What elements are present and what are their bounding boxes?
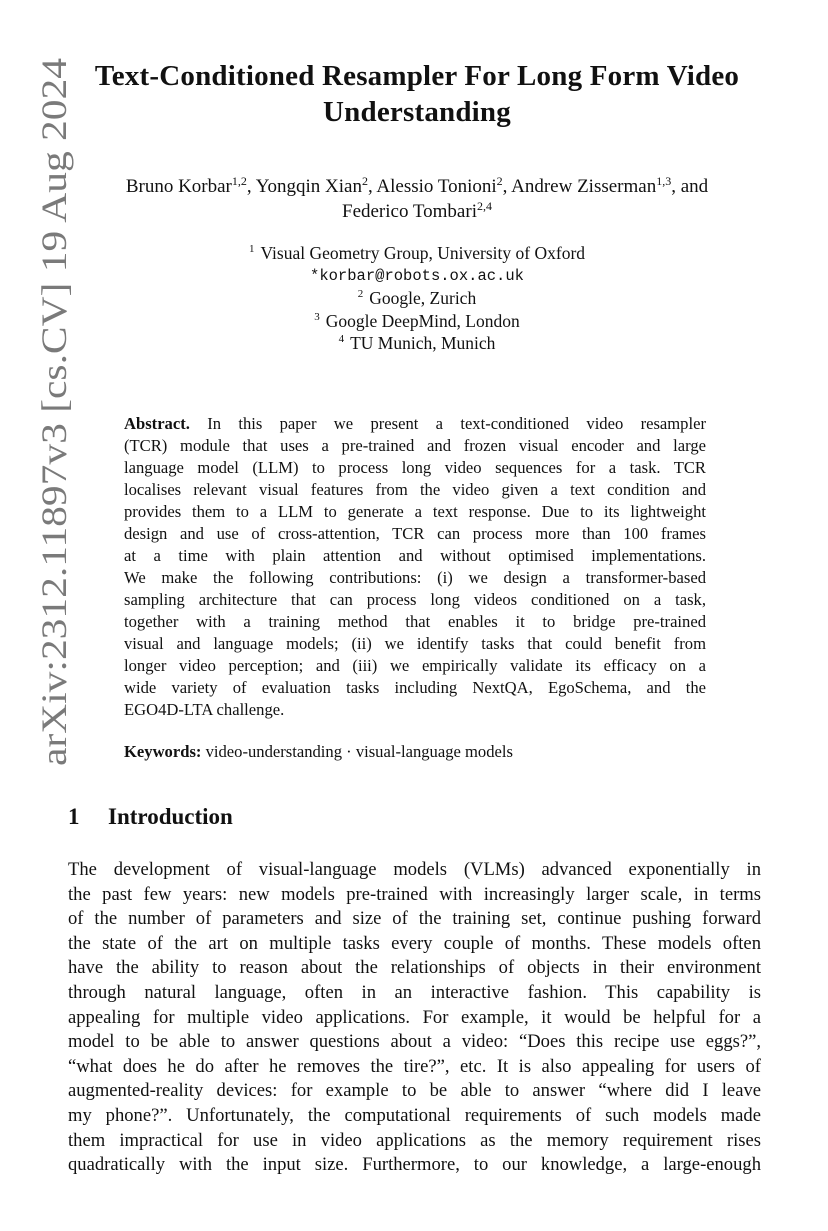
author-sep: , and xyxy=(671,176,709,197)
affiliation-4 xyxy=(70,332,764,355)
affiliation-text: Google, Zurich xyxy=(369,288,477,308)
body-line: quadratically with the input size. Furthermore, to our knowledge, a large-enough xyxy=(68,1154,761,1176)
author-name: Federico Tombari xyxy=(342,201,477,222)
author-affil-sup: 1,2 xyxy=(231,174,247,188)
body-line: of the number of parameters and size of the training set, continue pushing forward xyxy=(68,908,761,930)
body-line: through natural language, often in an interactive fashion. This capability is xyxy=(68,981,761,1003)
body-line: appealing for multiple video applications. For example, it would be helpful for a xyxy=(68,1006,761,1028)
author-affil-sup: 2,4 xyxy=(476,199,492,213)
abstract-line: sampling architecture that can process long videos conditioned on a task, xyxy=(124,590,706,609)
abstract-line: localises relevant visual features from the video given a text condition and xyxy=(124,480,706,499)
abstract-line: EGO4D-LTA challenge. xyxy=(124,700,285,719)
body-line: the state of the art on multiple tasks every couple of months. These models often xyxy=(68,932,761,954)
author-name: Alessio Tonioni xyxy=(376,176,497,197)
abstract-line: (TCR) module that uses a pre-trained and frozen visual encoder and large xyxy=(124,436,706,455)
author-affil-sup: 2 xyxy=(496,174,503,188)
keywords-text: video-understanding · visual-language models xyxy=(205,742,513,761)
affiliation-2 xyxy=(70,287,764,310)
author-affil-sup: 2 xyxy=(361,174,368,188)
abstract-line: provides them to a LLM to generate a text response. Due to its lightweight xyxy=(124,502,706,521)
affiliation-sup: 1 xyxy=(248,243,255,255)
abstract-label: Abstract. xyxy=(124,414,190,433)
affiliation-1 xyxy=(70,242,764,265)
abstract-text: In this paper we present a text-conditioned video resampler xyxy=(207,414,706,433)
introduction-body xyxy=(68,858,761,1178)
keywords xyxy=(124,741,706,763)
abstract-line: language model (LLM) to process long video sequences for a task. TCR xyxy=(124,458,706,477)
author-sep: , xyxy=(246,176,256,197)
title-line-2: Understanding xyxy=(323,96,511,128)
abstract xyxy=(124,413,706,721)
author-sep: , xyxy=(502,176,512,197)
author-name: Bruno Korbar xyxy=(125,176,232,197)
body-line: have the ability to reason about the relationships of objects in their environment xyxy=(68,957,761,979)
arxiv-stamp-text: arXiv:2312.11897v3 [cs.CV] 19 Aug 2024 xyxy=(34,159,74,766)
affiliation-sup: 2 xyxy=(357,288,364,300)
affiliation-text: Visual Geometry Group, University of Oxford xyxy=(260,243,586,263)
body-line: augmented-reality devices: for example to be able to answer “where did I leave xyxy=(68,1080,761,1102)
title-line-1: Text-Conditioned Resampler For Long Form Video xyxy=(94,60,740,92)
abstract-line: design and use of cross-attention, TCR can process more than 100 frames xyxy=(124,524,706,543)
author-line-2 xyxy=(70,199,764,224)
affiliation-text: TU Munich, Munich xyxy=(350,333,496,353)
abstract-line xyxy=(124,413,706,435)
abstract-line: visual and language models; (ii) we identify tasks that could benefit from xyxy=(124,634,706,653)
abstract-line: together with a training method that enables it to bridge pre-trained xyxy=(124,612,706,631)
author-name: Yongqin Xian xyxy=(255,176,362,197)
abstract-line: We make the following contributions: (i) we design a transformer-based xyxy=(124,568,706,587)
contact-email: *korbar@robots.ox.ac.uk xyxy=(310,266,524,285)
abstract-line: wide variety of evaluation tasks including NextQA, EgoSchema, and the xyxy=(124,678,706,697)
body-line: the past few years: new models pre-trained with increasingly larger scale, in terms xyxy=(68,883,761,905)
section-heading xyxy=(68,804,233,830)
affiliation-list xyxy=(70,242,764,355)
section-title: Introduction xyxy=(108,804,233,829)
keywords-label: Keywords: xyxy=(124,742,202,761)
affiliation-sup: 3 xyxy=(314,310,320,323)
section-number: 1 xyxy=(68,804,80,829)
body-line: them impractical for use in video applications as the memory requirement rises xyxy=(68,1129,761,1151)
paper-title xyxy=(70,58,764,130)
body-line: “what does he do after he removes the tire?”, etc. It is also appealing for users of xyxy=(68,1055,761,1077)
affiliation-sup: 4 xyxy=(338,333,345,345)
author-affil-sup: 1,3 xyxy=(656,174,672,188)
abstract-line: at a time with plain attention and without optimised implementations. xyxy=(124,546,706,565)
body-line: The development of visual-language models (VLMs) advanced exponentially in xyxy=(68,859,761,880)
author-line-1 xyxy=(70,174,764,199)
author-list xyxy=(70,174,764,224)
affiliation-text: Google DeepMind, London xyxy=(325,310,520,331)
arxiv-side-stamp xyxy=(0,0,80,780)
body-line: my phone?”. Unfortunately, the computational requirements of such models made xyxy=(68,1104,761,1126)
abstract-line: longer video perception; and (iii) we empirically validate its efficacy on a xyxy=(124,656,706,675)
author-name: Andrew Zisserman xyxy=(511,176,657,197)
author-sep: , xyxy=(367,176,377,197)
body-line: model to be able to answer questions about a video: “Does this recipe use eggs?”, xyxy=(68,1031,761,1053)
affiliation-3 xyxy=(70,310,764,333)
